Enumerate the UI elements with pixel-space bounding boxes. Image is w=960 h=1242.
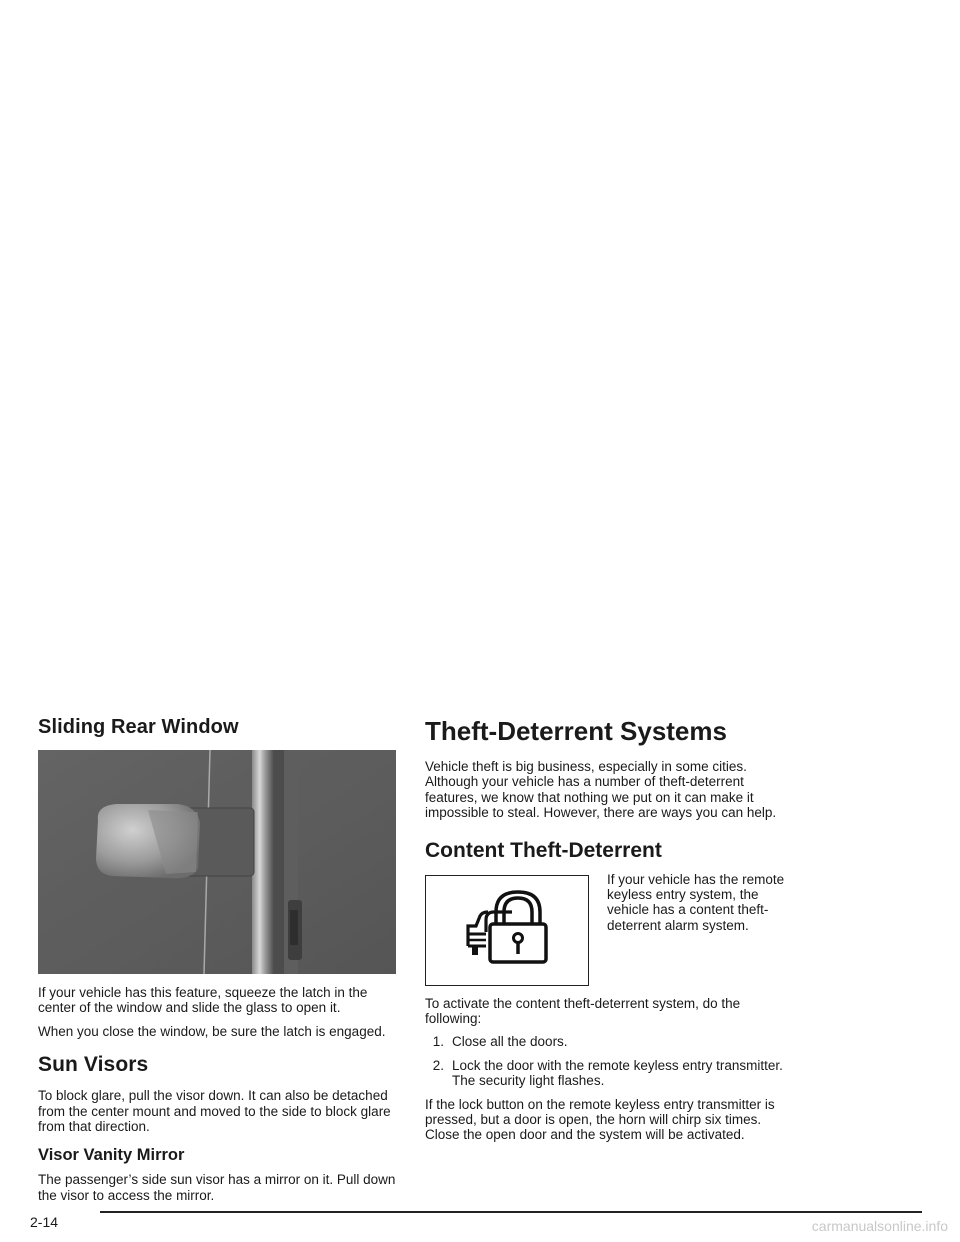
horn-chirp-paragraph: If the lock button on the remote keyless entry transmitter is pressed, but a door is open, the horn will chirp six times. Close the open door and the system will be activated.	[425, 1096, 775, 1143]
security-light-symbol-box	[425, 875, 589, 986]
sun-visors-heading: Sun Visors	[38, 1053, 149, 1077]
page-number: 2-14	[30, 1214, 59, 1230]
watermark-text: carmanualsonline.info	[811, 1218, 948, 1234]
sliding-window-paragraph-2: When you close the window, be sure the latch is engaged.	[38, 1023, 386, 1039]
list-item: 2. Lock the door with the remote keyless entry transmitter. The security light flashes.	[432, 1057, 783, 1089]
theft-deterrent-systems-heading: Theft-Deterrent Systems	[425, 716, 727, 746]
footer-rule	[100, 1211, 922, 1213]
activate-instructions: To activate the content theft-deterrent system, do the following:	[425, 995, 741, 1027]
visor-vanity-mirror-paragraph: The passenger’s side sun visor has a mirror on it. Pull down the visor to access the mirror.	[38, 1172, 396, 1203]
sliding-rear-window-heading: Sliding Rear Window	[38, 716, 239, 738]
left-column	[38, 716, 396, 1211]
activation-steps-list	[425, 1034, 797, 1088]
right-column	[425, 716, 797, 1151]
security-symbol-row	[425, 871, 797, 986]
content-theft-deterrent-side-text: If your vehicle has the remote keyless entry system, the vehicle has a content theft-deterrent alarm system.	[607, 871, 785, 933]
sliding-window-latch-photo	[38, 750, 396, 974]
list-item: 1. Close all the doors.	[432, 1034, 568, 1050]
content-theft-deterrent-heading: Content Theft-Deterrent	[425, 838, 662, 862]
sun-visors-paragraph: To block glare, pull the visor down. It can also be detached from the center mount and moved to the side to block glare from that direction.	[38, 1088, 391, 1135]
car-lock-icon	[462, 890, 552, 970]
theft-deterrent-paragraph: Vehicle theft is big business, especially in some cities. Although your vehicle has a number of theft-deterrent features, we know that nothing we put on it can make it impossible to steal. However, there are ways you can help.	[425, 759, 777, 821]
visor-vanity-mirror-heading: Visor Vanity Mirror	[38, 1146, 185, 1165]
sliding-window-paragraph-1: If your vehicle has this feature, squeeze the latch in the center of the window and slide the glass to open it.	[38, 985, 368, 1016]
